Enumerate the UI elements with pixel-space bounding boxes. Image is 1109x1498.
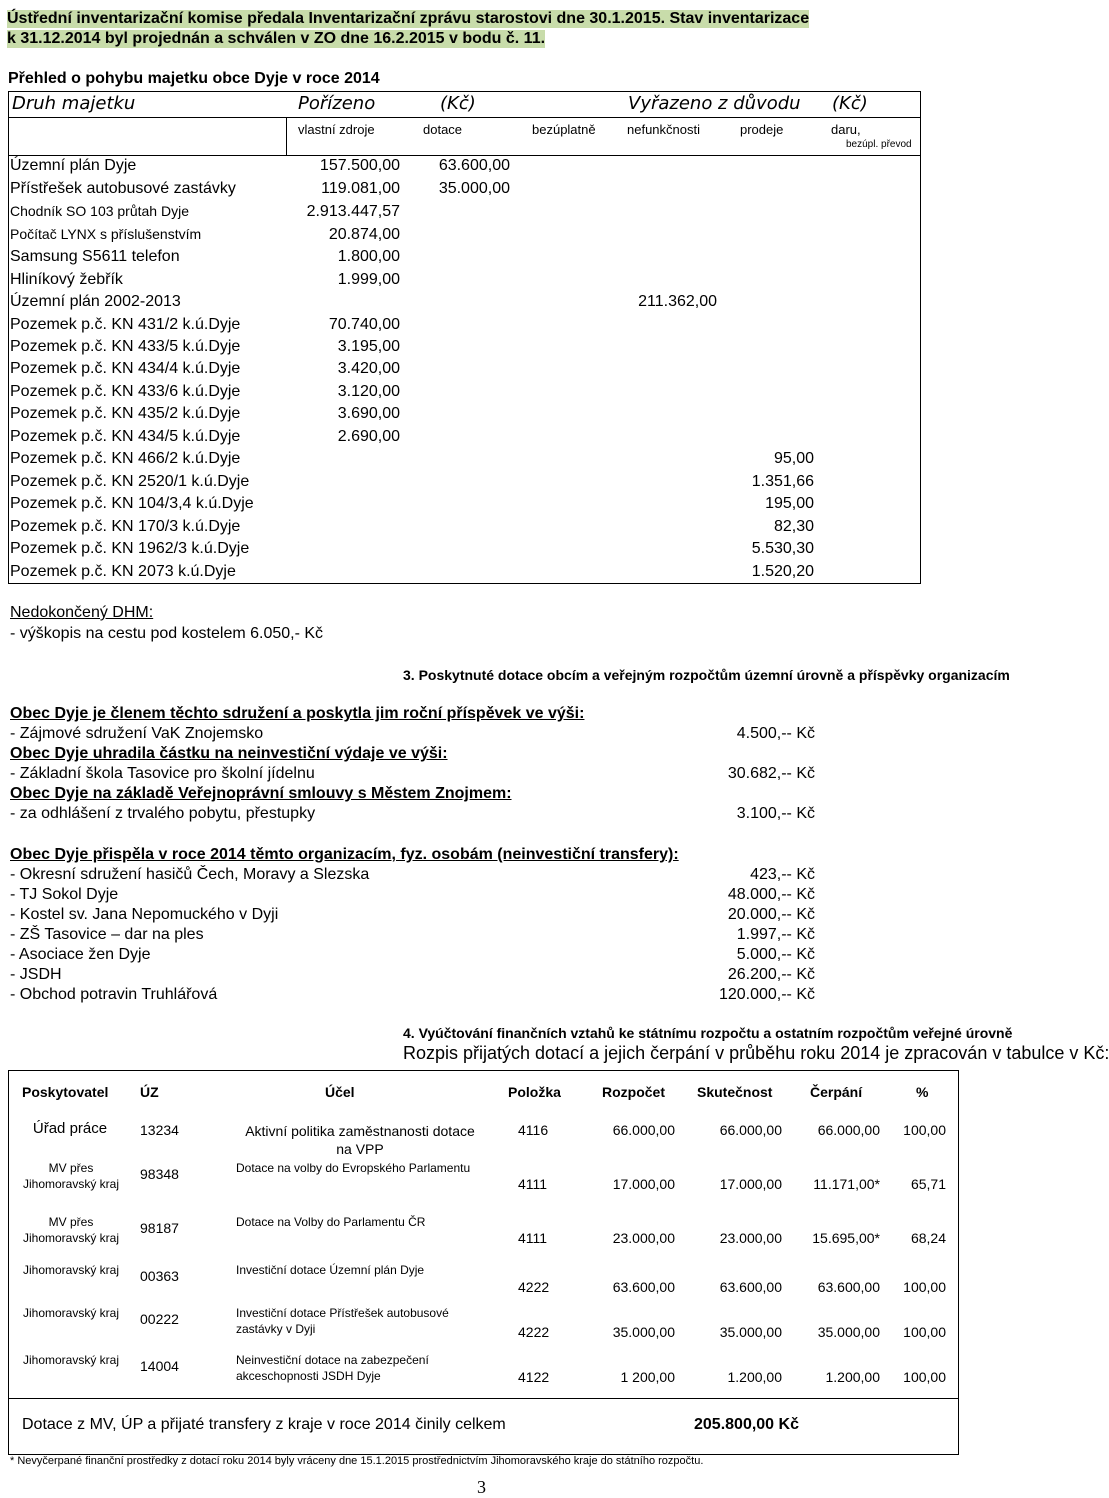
grant-item: 4116 (518, 1122, 549, 1138)
grant-uz: 14004 (140, 1358, 179, 1374)
subheader-sale: prodeje (740, 122, 784, 137)
header-removed: Vyřazeno z důvodu (628, 93, 801, 114)
property-title: Přehled o pohybu majetku obce Dyje v roce 2014 (8, 70, 380, 87)
contract-label: - za odhlášení z trvalého pobytu, přestupky (10, 805, 316, 822)
property-row-own: 2.913.447,57 (306, 203, 400, 220)
header-property-type: Druh majetku (12, 93, 136, 114)
school-value: 30.682,-- Kč (727, 765, 815, 782)
section-4-subtitle: Rozpis přijatých dotací a jejich čerpání v průběhu roku 2014 je zpracován v tabulce v Kč: (403, 1043, 1109, 1063)
subheader-gift-transfer: bezúpl. převod (846, 139, 912, 150)
grants-header-5: Skutečnost (697, 1084, 773, 1100)
property-row-sale: 1.351,66 (751, 473, 814, 490)
grant-provider: Jihomoravský kraj (22, 1263, 120, 1277)
grant-purpose: Investiční dotace Přístřešek autobusové zastávky v Dyji (236, 1306, 449, 1336)
footnote: * Nevyčerpané finanční prostředky z dotací roku 2014 byly vráceny dne 15.1.2015 prostřednictvím Jihomoravského kraje do státního rozpočtu. (10, 1455, 704, 1467)
transfer-value: 20.000,-- Kč (727, 906, 815, 923)
grants-total-value: 205.800,00 Kč (694, 1416, 799, 1433)
property-row-name: Pozemek p.č. KN 433/6 k.ú.Dyje (10, 383, 241, 400)
grant-item: 4222 (518, 1279, 550, 1295)
grant-budget: 35.000,00 (612, 1324, 675, 1340)
grant-actual: 35.000,00 (719, 1324, 782, 1340)
grant-uz: 98187 (140, 1220, 179, 1236)
property-row-name: Pozemek p.č. KN 434/4 k.ú.Dyje (10, 360, 241, 377)
property-row-own: 3.420,00 (337, 360, 400, 377)
property-row-own: 2.690,00 (337, 428, 400, 445)
transfer-value: 120.000,-- Kč (718, 986, 815, 1003)
grant-percent: 100,00 (903, 1324, 946, 1340)
contract-value: 3.100,-- Kč (736, 805, 815, 822)
grant-purpose: Investiční dotace Územní plán Dyje (236, 1263, 425, 1277)
transfer-label: - Obchod potravin Truhlářová (10, 986, 218, 1003)
property-row-name: Pozemek p.č. KN 104/3,4 k.ú.Dyje (10, 495, 254, 512)
property-row-sale: 5.530,30 (751, 540, 814, 557)
property-row-name: Pozemek p.č. KN 2520/1 k.ú.Dyje (10, 473, 250, 490)
section-3-heading-2: Obec Dyje uhradila částku na neinvestiční výdaje ve výši: (10, 745, 448, 762)
grant-purpose: Neinvestiční dotace na zabezpečení akceschopnosti JSDH Dyje (236, 1353, 429, 1383)
grant-provider: Úřad práce (32, 1120, 108, 1137)
transfer-label: - Kostel sv. Jana Nepomuckého v Dyji (10, 906, 279, 923)
grant-drawn: 15.695,00* (812, 1230, 880, 1246)
subheader-free-of-charge: bezúplatně (532, 122, 596, 137)
property-row-own: 157.500,00 (319, 157, 400, 174)
grant-actual: 63.600,00 (719, 1279, 782, 1295)
property-row-name: Pozemek p.č. KN 170/3 k.ú.Dyje (10, 518, 241, 535)
grant-provider: Jihomoravský kraj (22, 1353, 120, 1367)
property-row-name: Chodník SO 103 průtah Dyje (10, 203, 189, 219)
grants-header-0: Poskytovatel (22, 1084, 109, 1100)
grant-percent: 100,00 (903, 1122, 946, 1138)
grant-uz: 98348 (140, 1166, 179, 1182)
property-row-sale: 195,00 (765, 495, 814, 512)
section-3-heading-1: Obec Dyje je členem těchto sdružení a poskytla jim roční příspěvek ve výši: (10, 705, 585, 722)
property-row-grant: 63.600,00 (438, 157, 510, 174)
transfer-label: - TJ Sokol Dyje (10, 886, 119, 903)
unfinished-title: Nedokončený DHM: (10, 604, 154, 621)
grant-budget: 23.000,00 (612, 1230, 675, 1246)
section-3-title: 3. Poskytnuté dotace obcím a veřejným rozpočtům územní úrovně a příspěvky organizacím (403, 667, 1010, 683)
grant-drawn: 63.600,00 (817, 1279, 880, 1295)
transfer-value: 26.200,-- Kč (727, 966, 815, 983)
membership-value: 4.500,-- Kč (736, 725, 815, 742)
property-row-name: Pozemek p.č. KN 434/5 k.ú.Dyje (10, 428, 241, 445)
grant-percent: 100,00 (903, 1279, 946, 1295)
property-row-own: 1.800,00 (337, 248, 400, 265)
grants-header-7: % (916, 1084, 929, 1100)
property-row-own: 3.195,00 (337, 338, 400, 355)
grant-item: 4122 (518, 1369, 550, 1385)
property-row-own: 3.690,00 (337, 405, 400, 422)
section-3-heading-3: Obec Dyje na základě Veřejnoprávní smlouvy s Městem Znojmem: (10, 785, 512, 802)
grant-uz: 00222 (140, 1311, 179, 1327)
transfer-label: - Okresní sdružení hasičů Čech, Moravy a Slezska (10, 866, 370, 883)
property-row-name: Pozemek p.č. KN 433/5 k.ú.Dyje (10, 338, 241, 355)
grant-budget: 1 200,00 (620, 1369, 675, 1385)
school-label: - Základní škola Tasovice pro školní jídelnu (10, 765, 315, 782)
grant-actual: 1.200,00 (727, 1369, 782, 1385)
membership-label: - Zájmové sdružení VaK Znojemsko (10, 725, 264, 742)
property-row-name: Samsung S5611 telefon (10, 248, 180, 265)
section-4-title: 4. Vyúčtování finančních vztahů ke státnímu rozpočtu a ostatním rozpočtům veřejné úrovně (403, 1025, 1013, 1041)
property-row-own: 3.120,00 (337, 383, 400, 400)
property-row-sale: 82,30 (773, 518, 814, 535)
grant-percent: 65,71 (910, 1176, 946, 1192)
grant-purpose: Dotace na volby do Evropského Parlamentu (236, 1161, 471, 1175)
grant-budget: 66.000,00 (612, 1122, 675, 1138)
section-3-heading-4: Obec Dyje přispěla v roce 2014 těmto organizacím, fyz. osobám (neinvestiční transfery): (10, 846, 679, 863)
property-row-name: Počítač LYNX s příslušenstvím (10, 226, 202, 242)
property-row-own: 119.081,00 (321, 180, 400, 197)
grant-drawn: 35.000,00 (817, 1324, 880, 1340)
subheader-own-sources: vlastní zdroje (298, 122, 375, 137)
property-row-sale: 95,00 (773, 450, 814, 467)
unfinished-item: - výškopis na cestu pod kostelem 6.050,- Kč (10, 625, 324, 642)
transfer-value: 5.000,-- Kč (736, 946, 815, 963)
transfer-label: - JSDH (10, 966, 62, 983)
grant-uz: 00363 (140, 1268, 179, 1284)
property-row-own: 1.999,00 (337, 271, 400, 288)
property-row-name: Pozemek p.č. KN 435/2 k.ú.Dyje (10, 405, 241, 422)
property-row-name: Pozemek p.č. KN 2073 k.ú.Dyje (10, 563, 236, 580)
grants-header-4: Rozpočet (602, 1084, 665, 1100)
subheader-gift: daru, (831, 122, 861, 137)
transfer-value: 423,-- Kč (750, 866, 815, 883)
grant-uz: 13234 (140, 1122, 179, 1138)
grant-item: 4222 (518, 1324, 550, 1340)
grant-budget: 17.000,00 (612, 1176, 675, 1192)
property-row-name: Územní plán Dyje (10, 157, 137, 174)
header-acquired: Pořízeno (298, 93, 376, 114)
property-row-name: Pozemek p.č. KN 1962/3 k.ú.Dyje (10, 540, 250, 557)
transfer-label: - ZŠ Tasovice – dar na ples (10, 926, 204, 943)
grant-drawn: 66.000,00 (817, 1122, 880, 1138)
grants-header-2: Účel (325, 1084, 355, 1100)
grant-item: 4111 (518, 1230, 548, 1246)
property-row-name: Přístřešek autobusové zastávky (10, 180, 236, 197)
transfer-value: 1.997,-- Kč (736, 926, 815, 943)
grants-header-1: ÚZ (140, 1084, 159, 1100)
grants-header-3: Položka (508, 1084, 561, 1100)
intro-line-2: k 31.12.2014 byl projednán a schválen v ZO dne 16.2.2015 v bodu č. 11. (7, 30, 546, 47)
property-row-grant: 35.000,00 (438, 180, 510, 197)
transfer-value: 48.000,-- Kč (727, 886, 815, 903)
property-row-own: 70.740,00 (328, 316, 400, 333)
header-currency-2: (Kč) (832, 93, 868, 114)
grant-budget: 63.600,00 (612, 1279, 675, 1295)
grant-provider: Jihomoravský kraj (22, 1306, 120, 1320)
grant-actual: 66.000,00 (719, 1122, 782, 1138)
property-row-name: Hliníkový žebřík (10, 271, 123, 288)
property-row-sale: 1.520,20 (751, 563, 814, 580)
grants-header-6: Čerpání (810, 1084, 863, 1100)
page-number: 3 (477, 1477, 486, 1497)
property-row-name: Pozemek p.č. KN 431/2 k.ú.Dyje (10, 316, 241, 333)
subheader-malfunction: nefunkčnosti (627, 122, 700, 137)
transfer-label: - Asociace žen Dyje (10, 946, 151, 963)
grant-percent: 100,00 (903, 1369, 946, 1385)
grant-purpose: Aktivní politika zaměstnanosti dotace na VPP (245, 1123, 475, 1157)
grant-purpose: Dotace na Volby do Parlamentu ČR (236, 1215, 426, 1229)
grant-drawn: 11.171,00* (813, 1176, 880, 1192)
intro-line-1: Ústřední inventarizační komise předala Inventarizační zprávu starostovi dne 30.1.2015. Stav inventarizace (7, 10, 810, 27)
grant-item: 4111 (518, 1176, 548, 1192)
subheader-grant: dotace (423, 122, 463, 137)
property-row-free: 211.362,00 (638, 293, 717, 310)
grant-actual: 23.000,00 (719, 1230, 782, 1246)
grant-percent: 68,24 (910, 1230, 946, 1246)
property-row-name: Územní plán 2002-2013 (10, 293, 181, 310)
grant-actual: 17.000,00 (719, 1176, 782, 1192)
property-row-name: Pozemek p.č. KN 466/2 k.ú.Dyje (10, 450, 241, 467)
grant-drawn: 1.200,00 (825, 1369, 880, 1385)
grant-provider: MV přes Jihomoravský kraj (22, 1215, 120, 1245)
grant-provider: MV přes Jihomoravský kraj (22, 1161, 120, 1191)
property-row-own: 20.874,00 (328, 226, 400, 243)
grants-total-label: Dotace z MV, ÚP a přijaté transfery z kraje v roce 2014 činily celkem (22, 1416, 506, 1433)
header-currency-1: (Kč) (440, 93, 476, 114)
